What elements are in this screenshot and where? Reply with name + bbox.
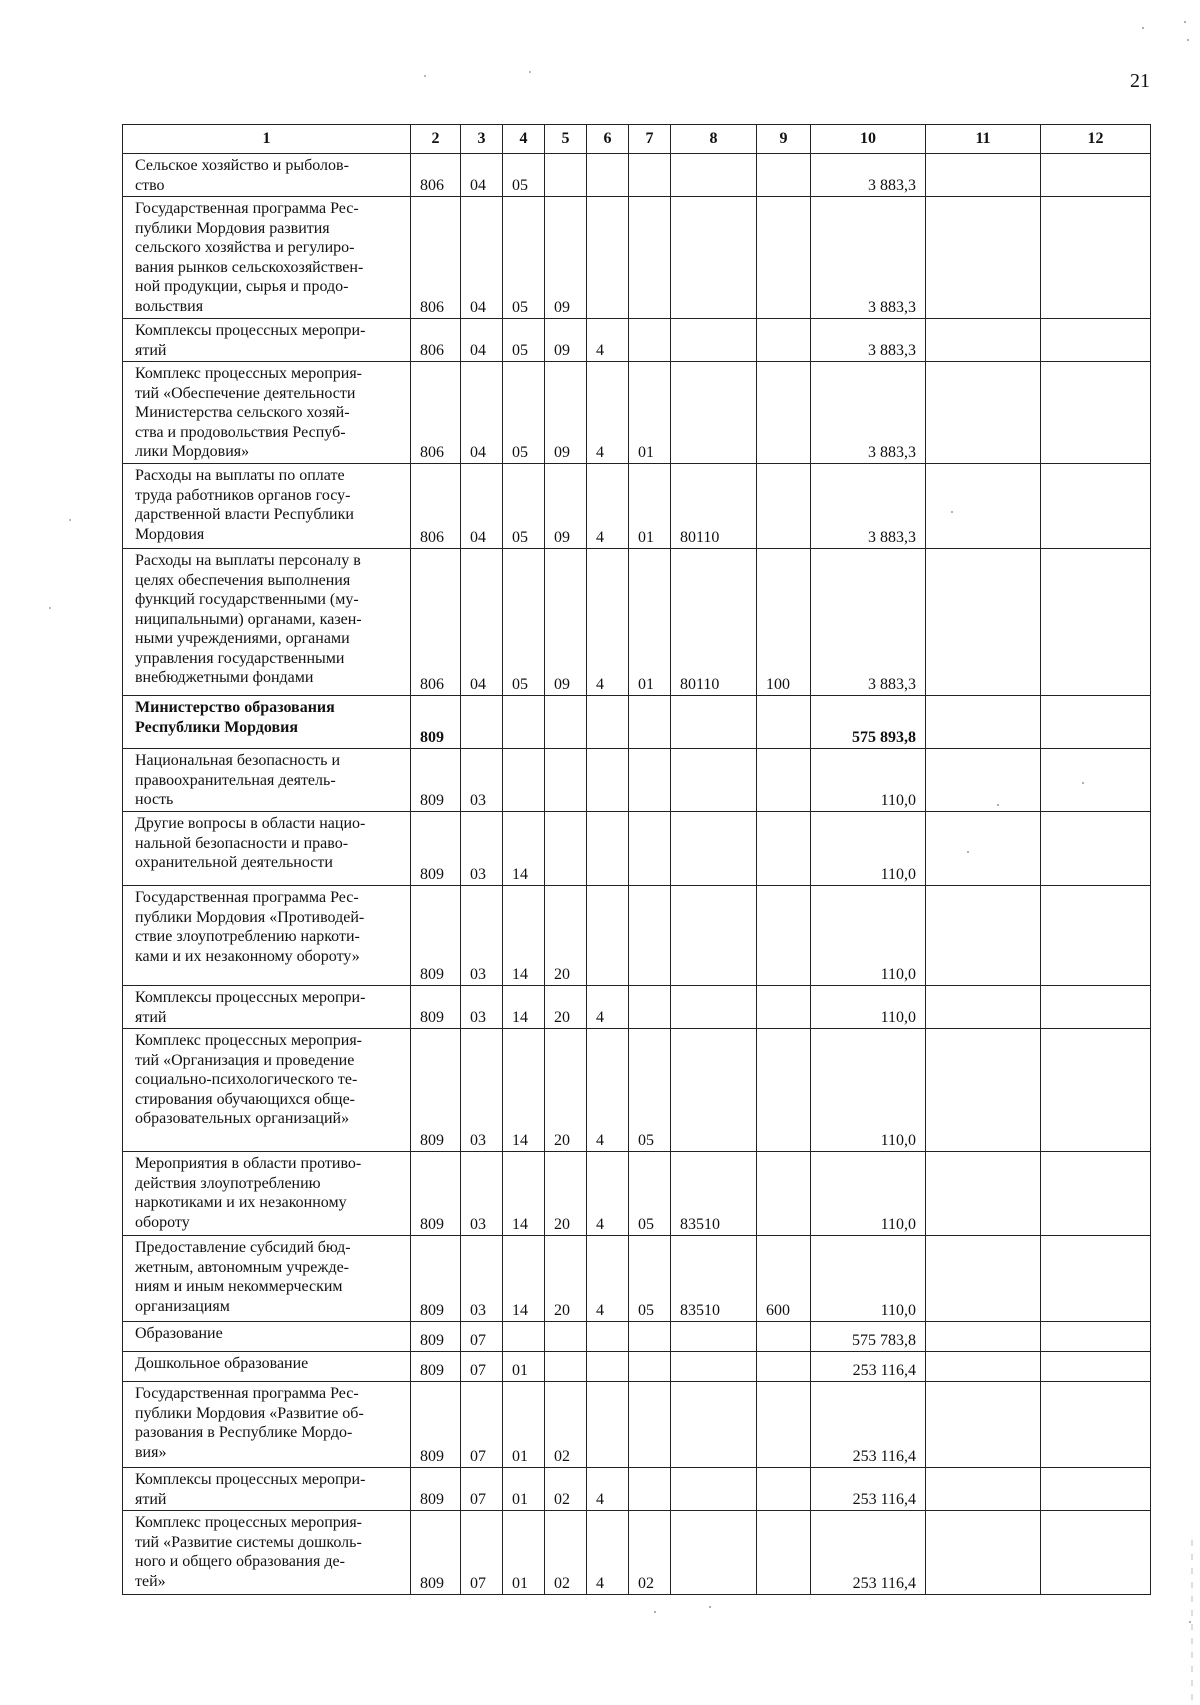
table-row [123, 1382, 1151, 1468]
code-cell [587, 1352, 629, 1382]
code-cell [671, 886, 757, 986]
code-cell: 4 [587, 362, 629, 464]
code-cell [757, 319, 811, 362]
empty-cell [926, 197, 1041, 319]
code-cell [757, 1029, 811, 1152]
code-cell: 809 [411, 1152, 461, 1236]
table-body [123, 154, 1151, 1595]
code-cell: 02 [629, 1511, 671, 1595]
amount-cell: 253 116,4 [811, 1511, 926, 1595]
code-cell: 03 [461, 1152, 503, 1236]
code-cell: 809 [411, 1236, 461, 1322]
empty-cell [1041, 1322, 1151, 1352]
page-number: 21 [1130, 70, 1150, 92]
code-cell: 80110 [671, 464, 757, 549]
code-cell [671, 1029, 757, 1152]
row-name-cell: Образование [123, 1322, 411, 1352]
code-cell [757, 1511, 811, 1595]
row-name-cell: Государственная программа Рес- публики Мордовия «Развитие об- разования в Республике Мордо- вия» [123, 1382, 411, 1468]
code-cell [629, 1468, 671, 1511]
amount-cell: 575 783,8 [811, 1322, 926, 1352]
code-cell [629, 1382, 671, 1468]
empty-cell [1041, 1352, 1151, 1382]
empty-cell [926, 986, 1041, 1029]
code-cell: 809 [411, 696, 461, 749]
code-cell: 20 [545, 886, 587, 986]
code-cell [545, 1352, 587, 1382]
amount-cell: 3 883,3 [811, 362, 926, 464]
code-cell: 4 [587, 1152, 629, 1236]
code-cell: 01 [503, 1382, 545, 1468]
code-cell: 09 [545, 464, 587, 549]
empty-cell [926, 812, 1041, 886]
table-row [123, 749, 1151, 812]
code-cell [587, 886, 629, 986]
header-cell: 8 [671, 125, 757, 154]
code-cell [671, 1382, 757, 1468]
code-cell: 14 [503, 886, 545, 986]
empty-cell [1041, 986, 1151, 1029]
amount-cell: 3 883,3 [811, 197, 926, 319]
row-name-cell: Государственная программа Рес- публики Мордовия развития сельского хозяйства и регулиро- вания рынков сельскохозяйствен- ной продукции, сырья и продо- вольствия [123, 197, 411, 319]
code-cell: 20 [545, 1152, 587, 1236]
code-cell: 03 [461, 812, 503, 886]
code-cell [671, 319, 757, 362]
code-cell [629, 812, 671, 886]
empty-cell [1041, 886, 1151, 986]
amount-cell: 110,0 [811, 886, 926, 986]
code-cell: 806 [411, 319, 461, 362]
code-cell: 07 [461, 1322, 503, 1352]
code-cell: 05 [503, 549, 545, 696]
empty-cell [1041, 749, 1151, 812]
code-cell: 809 [411, 1468, 461, 1511]
code-cell: 01 [629, 549, 671, 696]
code-cell: 04 [461, 549, 503, 696]
row-name-cell: Сельское хозяйство и рыболов- ство [123, 154, 411, 197]
code-cell [545, 749, 587, 812]
table-row [123, 1029, 1151, 1152]
code-cell: 809 [411, 1511, 461, 1595]
code-cell [587, 749, 629, 812]
code-cell [757, 154, 811, 197]
code-cell: 4 [587, 464, 629, 549]
code-cell [757, 1152, 811, 1236]
code-cell: 04 [461, 197, 503, 319]
code-cell [757, 696, 811, 749]
amount-cell: 110,0 [811, 749, 926, 812]
code-cell: 04 [461, 319, 503, 362]
code-cell: 14 [503, 986, 545, 1029]
code-cell [629, 986, 671, 1029]
code-cell: 04 [461, 362, 503, 464]
row-name-cell: Другие вопросы в области нацио- нальной безопасности и право- охранительной деятельности [123, 812, 411, 886]
header-cell: 11 [926, 125, 1041, 154]
code-cell: 4 [587, 1468, 629, 1511]
code-cell: 4 [587, 549, 629, 696]
header-cell: 7 [629, 125, 671, 154]
code-cell: 02 [545, 1511, 587, 1595]
code-cell: 4 [587, 1236, 629, 1322]
header-cell: 5 [545, 125, 587, 154]
code-cell: 4 [587, 1029, 629, 1152]
code-cell [671, 812, 757, 886]
empty-cell [926, 1382, 1041, 1468]
empty-cell [926, 696, 1041, 749]
code-cell: 03 [461, 749, 503, 812]
empty-cell [926, 1236, 1041, 1322]
amount-cell: 110,0 [811, 1236, 926, 1322]
code-cell [629, 696, 671, 749]
empty-cell [926, 1152, 1041, 1236]
header-row [123, 125, 1151, 154]
code-cell [757, 197, 811, 319]
table-row [123, 1468, 1151, 1511]
empty-cell [926, 464, 1041, 549]
code-cell [757, 886, 811, 986]
code-cell [757, 464, 811, 549]
code-cell: 809 [411, 1322, 461, 1352]
empty-cell [926, 549, 1041, 696]
amount-cell: 253 116,4 [811, 1352, 926, 1382]
table-row [123, 154, 1151, 197]
code-cell [671, 1511, 757, 1595]
amount-cell: 253 116,4 [811, 1382, 926, 1468]
table-row [123, 197, 1151, 319]
code-cell [757, 1322, 811, 1352]
empty-cell [926, 1352, 1041, 1382]
code-cell: 01 [503, 1468, 545, 1511]
code-cell: 4 [587, 986, 629, 1029]
code-cell: 806 [411, 464, 461, 549]
empty-cell [1041, 197, 1151, 319]
empty-cell [1041, 464, 1151, 549]
code-cell: 809 [411, 986, 461, 1029]
code-cell: 01 [503, 1352, 545, 1382]
table-row [123, 1322, 1151, 1352]
code-cell [587, 1382, 629, 1468]
header-cell: 9 [757, 125, 811, 154]
amount-cell: 110,0 [811, 1029, 926, 1152]
empty-cell [1041, 1029, 1151, 1152]
empty-cell [926, 319, 1041, 362]
code-cell: 05 [503, 154, 545, 197]
code-cell: 14 [503, 1029, 545, 1152]
code-cell [461, 696, 503, 749]
table-row [123, 1352, 1151, 1382]
code-cell [629, 1352, 671, 1382]
code-cell: 05 [503, 362, 545, 464]
code-cell [545, 1322, 587, 1352]
code-cell: 83510 [671, 1152, 757, 1236]
code-cell: 20 [545, 1236, 587, 1322]
code-cell [757, 986, 811, 1029]
empty-cell [1041, 362, 1151, 464]
table-row [123, 1511, 1151, 1595]
code-cell: 14 [503, 1236, 545, 1322]
code-cell [587, 197, 629, 319]
empty-cell [1041, 549, 1151, 696]
table-row [123, 1236, 1151, 1322]
empty-cell [926, 1511, 1041, 1595]
row-name-cell: Национальная безопасность и правоохранительная деятель- ность [123, 749, 411, 812]
empty-cell [1041, 1152, 1151, 1236]
code-cell [757, 1382, 811, 1468]
empty-cell [1041, 1236, 1151, 1322]
code-cell [587, 154, 629, 197]
code-cell: 07 [461, 1468, 503, 1511]
amount-cell: 3 883,3 [811, 319, 926, 362]
table-row [123, 696, 1151, 749]
code-cell [503, 696, 545, 749]
code-cell [671, 1468, 757, 1511]
code-cell [757, 1468, 811, 1511]
code-cell: 100 [757, 549, 811, 696]
code-cell: 806 [411, 197, 461, 319]
header-cell: 2 [411, 125, 461, 154]
amount-cell: 575 893,8 [811, 696, 926, 749]
code-cell [545, 696, 587, 749]
code-cell: 09 [545, 549, 587, 696]
row-name-cell: Расходы на выплаты персоналу в целях обеспечения выполнения функций государственными (му- ниципальными) органами, казен- ными учреждениями, органами управления государственными внебюджетными фондами [123, 549, 411, 696]
row-name-cell: Комплекс процессных мероприя- тий «Обеспечение деятельности Министерства сельского хозяй- ства и продовольствия Респуб- лики Мордовия» [123, 362, 411, 464]
amount-cell: 110,0 [811, 1152, 926, 1236]
code-cell: 80110 [671, 549, 757, 696]
code-cell: 03 [461, 1029, 503, 1152]
code-cell: 01 [503, 1511, 545, 1595]
empty-cell [1041, 154, 1151, 197]
code-cell [629, 154, 671, 197]
code-cell: 806 [411, 154, 461, 197]
row-name-cell: Комплекс процессных мероприя- тий «Развитие системы дошколь- ного и общего образования де- тей» [123, 1511, 411, 1595]
row-name-cell: Расходы на выплаты по оплате труда работников органов госу- дарственной власти Республики Мордовия [123, 464, 411, 549]
code-cell: 600 [757, 1236, 811, 1322]
code-cell [545, 154, 587, 197]
table-row [123, 319, 1151, 362]
header-cell: 12 [1041, 125, 1151, 154]
code-cell: 04 [461, 154, 503, 197]
amount-cell: 110,0 [811, 986, 926, 1029]
code-cell: 03 [461, 886, 503, 986]
code-cell: 02 [545, 1468, 587, 1511]
empty-cell [1041, 812, 1151, 886]
empty-cell [926, 1029, 1041, 1152]
code-cell: 03 [461, 986, 503, 1029]
code-cell [587, 1322, 629, 1352]
code-cell [757, 362, 811, 464]
table-row [123, 886, 1151, 986]
row-name-cell: Мероприятия в области противо- действия злоупотреблению наркотиками и их незаконному обороту [123, 1152, 411, 1236]
code-cell [757, 1352, 811, 1382]
table-row [123, 812, 1151, 886]
amount-cell: 3 883,3 [811, 549, 926, 696]
empty-cell [1041, 319, 1151, 362]
code-cell: 07 [461, 1511, 503, 1595]
row-name-cell: Дошкольное образование [123, 1352, 411, 1382]
code-cell: 809 [411, 749, 461, 812]
code-cell: 83510 [671, 1236, 757, 1322]
row-name-cell: Комплексы процессных меропри- ятий [123, 986, 411, 1029]
code-cell: 02 [545, 1382, 587, 1468]
header-cell: 3 [461, 125, 503, 154]
code-cell [545, 812, 587, 886]
empty-cell [1041, 696, 1151, 749]
code-cell: 09 [545, 362, 587, 464]
code-cell [671, 696, 757, 749]
code-cell [671, 154, 757, 197]
code-cell: 4 [587, 1511, 629, 1595]
code-cell: 4 [587, 319, 629, 362]
code-cell: 07 [461, 1382, 503, 1468]
code-cell: 04 [461, 464, 503, 549]
header-cell: 4 [503, 125, 545, 154]
code-cell: 07 [461, 1352, 503, 1382]
code-cell: 05 [503, 319, 545, 362]
amount-cell: 3 883,3 [811, 464, 926, 549]
row-name-cell: Министерство образования Республики Мордовия [123, 696, 411, 749]
code-cell: 05 [629, 1236, 671, 1322]
row-name-cell: Комплексы процессных меропри- ятий [123, 1468, 411, 1511]
code-cell: 05 [629, 1152, 671, 1236]
amount-cell: 253 116,4 [811, 1468, 926, 1511]
code-cell: 20 [545, 1029, 587, 1152]
code-cell: 14 [503, 812, 545, 886]
code-cell: 05 [503, 464, 545, 549]
code-cell [629, 749, 671, 812]
code-cell: 03 [461, 1236, 503, 1322]
code-cell: 05 [629, 1029, 671, 1152]
code-cell [671, 749, 757, 812]
table-row [123, 362, 1151, 464]
code-cell: 806 [411, 549, 461, 696]
code-cell: 806 [411, 362, 461, 464]
code-cell [671, 986, 757, 1029]
code-cell: 01 [629, 464, 671, 549]
table-row [123, 986, 1151, 1029]
empty-cell [1041, 1511, 1151, 1595]
header-cell: 1 [123, 125, 411, 154]
code-cell [671, 197, 757, 319]
code-cell [629, 319, 671, 362]
code-cell [671, 1352, 757, 1382]
empty-cell [926, 1468, 1041, 1511]
code-cell: 05 [503, 197, 545, 319]
code-cell: 809 [411, 1029, 461, 1152]
code-cell: 09 [545, 197, 587, 319]
empty-cell [1041, 1468, 1151, 1511]
empty-cell [926, 154, 1041, 197]
budget-table [122, 124, 1151, 1595]
amount-cell: 3 883,3 [811, 154, 926, 197]
code-cell [629, 1322, 671, 1352]
header-cell: 6 [587, 125, 629, 154]
code-cell: 20 [545, 986, 587, 1029]
row-name-cell: Государственная программа Рес- публики Мордовия «Противодей- ствие злоупотреблению наркоти- ками и их незаконному обороту» [123, 886, 411, 986]
empty-cell [926, 362, 1041, 464]
code-cell: 809 [411, 1382, 461, 1468]
table-row [123, 549, 1151, 696]
code-cell: 14 [503, 1152, 545, 1236]
code-cell [629, 197, 671, 319]
code-cell [671, 1322, 757, 1352]
code-cell [503, 1322, 545, 1352]
row-name-cell: Комплекс процессных мероприя- тий «Организация и проведение социально-психологического те- стирования обучающихся обще- образовательных организаций» [123, 1029, 411, 1152]
row-name-cell: Комплексы процессных меропри- ятий [123, 319, 411, 362]
table-row [123, 1152, 1151, 1236]
code-cell: 809 [411, 812, 461, 886]
header-cell: 10 [811, 125, 926, 154]
code-cell: 809 [411, 886, 461, 986]
code-cell [757, 812, 811, 886]
code-cell [503, 749, 545, 812]
code-cell [587, 696, 629, 749]
empty-cell [926, 749, 1041, 812]
amount-cell: 110,0 [811, 812, 926, 886]
code-cell [587, 812, 629, 886]
row-name-cell: Предоставление субсидий бюд- жетным, автономным учрежде- ниям и иным некоммерческим организациям [123, 1236, 411, 1322]
code-cell: 01 [629, 362, 671, 464]
empty-cell [926, 886, 1041, 986]
code-cell [671, 362, 757, 464]
empty-cell [926, 1322, 1041, 1352]
code-cell [629, 886, 671, 986]
code-cell [757, 749, 811, 812]
table-row [123, 464, 1151, 549]
code-cell: 09 [545, 319, 587, 362]
empty-cell [1041, 1382, 1151, 1468]
code-cell: 809 [411, 1352, 461, 1382]
